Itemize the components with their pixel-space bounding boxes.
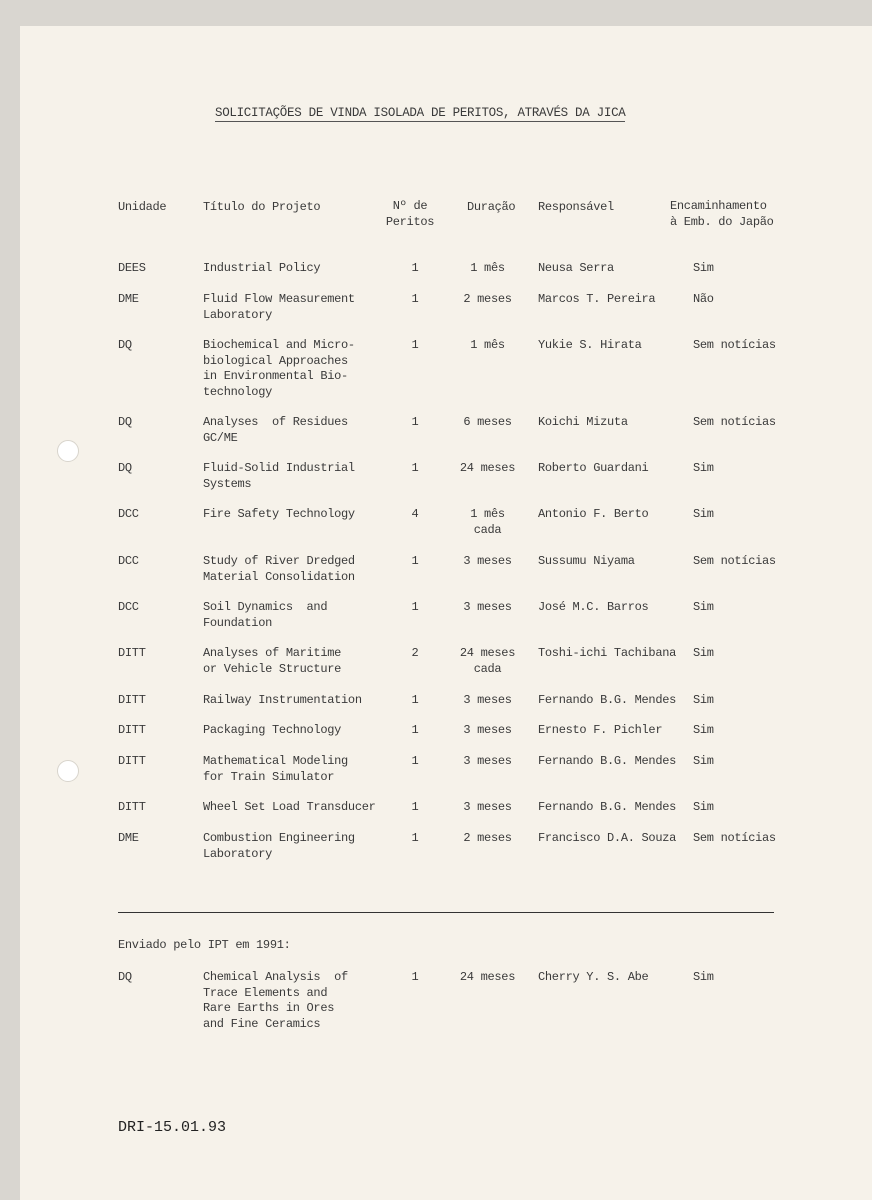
cell-unidade: DITT xyxy=(118,646,146,660)
cell-encaminhamento: Sim xyxy=(693,646,714,660)
cell-titulo: Packaging Technology xyxy=(203,723,342,737)
cell-peritos: 1 xyxy=(411,461,419,475)
cell-titulo: Mathematical Modeling for Train Simulator xyxy=(203,754,348,784)
cell-titulo: Railway Instrumentation xyxy=(203,693,362,707)
cell-peritos: 1 xyxy=(411,292,419,306)
cell-duracao: 3 meses xyxy=(463,554,512,568)
cell-peritos: 1 xyxy=(411,600,419,614)
header-unidade: Unidade xyxy=(118,200,167,214)
cell-unidade: DME xyxy=(118,292,139,306)
cell-responsavel: José M.C. Barros xyxy=(538,600,649,614)
cell-encaminhamento: Sim xyxy=(693,507,714,521)
binder-hole xyxy=(57,760,79,782)
cell-duracao: 2 meses xyxy=(463,831,512,845)
document-title: SOLICITAÇÕES DE VINDA ISOLADA DE PERITOS, ATRAVÉS DA JICA xyxy=(215,106,626,120)
cell-encaminhamento: Não xyxy=(693,292,714,306)
divider xyxy=(118,912,774,913)
cell-titulo: Biochemical and Micro- biological Approaches in Environmental Bio- technology xyxy=(203,338,355,399)
cell-responsavel: Fernando B.G. Mendes xyxy=(538,693,677,707)
cell-titulo: Wheel Set Load Transducer xyxy=(203,800,376,814)
cell-titulo: Industrial Policy xyxy=(203,261,321,275)
cell-encaminhamento: Sim xyxy=(693,800,714,814)
cell-responsavel: Fernando B.G. Mendes xyxy=(538,754,677,768)
sent-label: Enviado pelo IPT em 1991: xyxy=(118,938,291,952)
cell-peritos: 1 xyxy=(411,800,419,814)
cell-unidade: DITT xyxy=(118,723,146,737)
cell-unidade: DQ xyxy=(118,338,132,352)
cell-encaminhamento: Sem notícias xyxy=(693,415,776,429)
cell-duracao: 1 mês xyxy=(470,338,505,352)
header-peritos: Nº de Peritos xyxy=(385,199,435,229)
header-duracao: Duração xyxy=(467,200,516,214)
cell-responsavel: Francisco D.A. Souza xyxy=(538,831,677,845)
cell-encaminhamento: Sim xyxy=(693,461,714,475)
cell-responsavel: Antonio F. Berto xyxy=(538,507,649,521)
cell-peritos: 1 xyxy=(411,723,419,737)
cell-peritos: 1 xyxy=(411,693,419,707)
cell-responsavel: Sussumu Niyama xyxy=(538,554,635,568)
cell-encaminhamento: Sim xyxy=(693,723,714,737)
cell-duracao: 24 meses cada xyxy=(459,646,516,676)
cell-duracao: 24 meses xyxy=(459,970,516,984)
cell-responsavel: Koichi Mizuta xyxy=(538,415,628,429)
cell-unidade: DITT xyxy=(118,754,146,768)
cell-encaminhamento: Sim xyxy=(693,754,714,768)
cell-titulo: Analyses of Residues GC/ME xyxy=(203,415,348,445)
cell-responsavel: Neusa Serra xyxy=(538,261,614,275)
cell-titulo: Analyses of Maritime or Vehicle Structure xyxy=(203,646,342,676)
cell-encaminhamento: Sim xyxy=(693,970,714,984)
cell-unidade: DCC xyxy=(118,507,139,521)
cell-duracao: 1 mês cada xyxy=(470,507,505,537)
cell-titulo: Chemical Analysis of Trace Elements and Rare Earths in Ores and Fine Ceramics xyxy=(203,970,348,1031)
cell-duracao: 2 meses xyxy=(463,292,512,306)
cell-encaminhamento: Sem notícias xyxy=(693,554,776,568)
cell-responsavel: Roberto Guardani xyxy=(538,461,649,475)
document-reference: DRI-15.01.93 xyxy=(118,1119,227,1136)
cell-responsavel: Ernesto F. Pichler xyxy=(538,723,663,737)
cell-titulo: Combustion Engineering Laboratory xyxy=(203,831,355,861)
cell-encaminhamento: Sim xyxy=(693,600,714,614)
cell-unidade: DCC xyxy=(118,600,139,614)
cell-peritos: 1 xyxy=(411,970,419,984)
cell-peritos: 1 xyxy=(411,754,419,768)
cell-encaminhamento: Sem notícias xyxy=(693,831,776,845)
cell-responsavel: Marcos T. Pereira xyxy=(538,292,656,306)
cell-duracao: 3 meses xyxy=(463,723,512,737)
header-responsavel: Responsável xyxy=(538,200,614,214)
cell-titulo: Fluid Flow Measurement Laboratory xyxy=(203,292,355,322)
cell-responsavel: Cherry Y. S. Abe xyxy=(538,970,649,984)
cell-titulo: Soil Dynamics and Foundation xyxy=(203,600,328,630)
cell-unidade: DEES xyxy=(118,261,146,275)
cell-unidade: DQ xyxy=(118,415,132,429)
cell-titulo: Fire Safety Technology xyxy=(203,507,355,521)
cell-peritos: 2 xyxy=(411,646,419,660)
header-titulo: Título do Projeto xyxy=(203,200,321,214)
cell-responsavel: Toshi-ichi Tachibana xyxy=(538,646,677,660)
binder-hole xyxy=(57,440,79,462)
cell-peritos: 1 xyxy=(411,338,419,352)
cell-duracao: 3 meses xyxy=(463,600,512,614)
cell-duracao: 3 meses xyxy=(463,693,512,707)
cell-peritos: 4 xyxy=(411,507,419,521)
cell-duracao: 6 meses xyxy=(463,415,512,429)
cell-unidade: DQ xyxy=(118,461,132,475)
cell-encaminhamento: Sim xyxy=(693,693,714,707)
cell-unidade: DITT xyxy=(118,800,146,814)
cell-responsavel: Yukie S. Hirata xyxy=(538,338,642,352)
cell-responsavel: Fernando B.G. Mendes xyxy=(538,800,677,814)
cell-encaminhamento: Sem notícias xyxy=(693,338,776,352)
cell-unidade: DCC xyxy=(118,554,139,568)
cell-duracao: 24 meses xyxy=(459,461,516,475)
cell-duracao: 3 meses xyxy=(463,800,512,814)
cell-peritos: 1 xyxy=(411,831,419,845)
cell-titulo: Fluid-Solid Industrial Systems xyxy=(203,461,355,491)
cell-peritos: 1 xyxy=(411,554,419,568)
cell-duracao: 1 mês xyxy=(470,261,505,275)
cell-unidade: DME xyxy=(118,831,139,845)
cell-unidade: DITT xyxy=(118,693,146,707)
header-encaminhamento: Encaminhamento à Emb. do Japão xyxy=(670,199,774,229)
cell-encaminhamento: Sim xyxy=(693,261,714,275)
cell-peritos: 1 xyxy=(411,415,419,429)
cell-peritos: 1 xyxy=(411,261,419,275)
cell-unidade: DQ xyxy=(118,970,132,984)
cell-titulo: Study of River Dredged Material Consolidation xyxy=(203,554,355,584)
cell-duracao: 3 meses xyxy=(463,754,512,768)
